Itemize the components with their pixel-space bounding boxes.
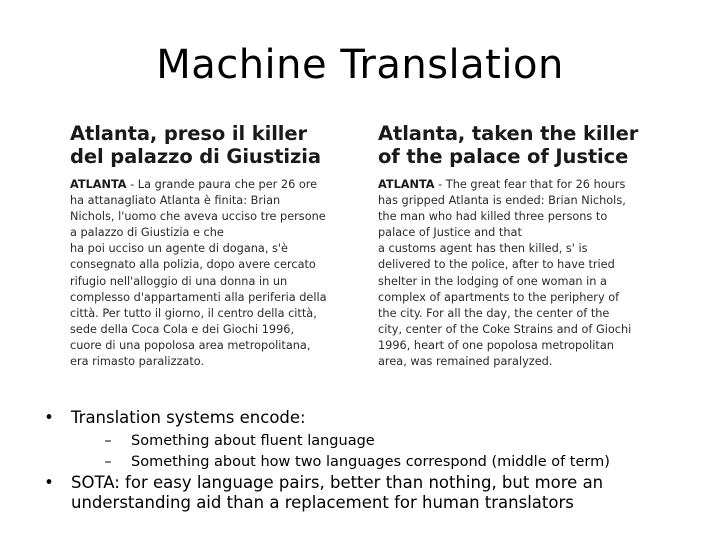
italian-body-line: rifugio nell'alloggio di una donna in un bbox=[70, 274, 288, 288]
english-body-line: has gripped Atlanta is ended: Brian Nichols, bbox=[378, 194, 626, 208]
italian-dateline: ATLANTA bbox=[70, 178, 127, 191]
bullet-item bbox=[42, 473, 702, 513]
english-body-first-rest: - The great fear that for 26 hours bbox=[434, 178, 626, 191]
italian-article-image bbox=[70, 122, 360, 402]
english-body-line: the city. For all the day, the center of the bbox=[378, 306, 610, 320]
italian-headline bbox=[70, 122, 360, 168]
bullet-item bbox=[42, 407, 702, 473]
sub-bullet-item bbox=[71, 431, 702, 452]
english-body-line: area, was remained paralyzed. bbox=[378, 355, 553, 369]
english-body-line: delivered to the police, after to have tried bbox=[378, 258, 615, 272]
sub-bullet-text: Something about how two languages correspond (middle of term) bbox=[131, 454, 610, 470]
italian-body-line bbox=[70, 177, 360, 193]
sub-bullet-item bbox=[71, 452, 702, 473]
italian-body-line: a palazzo di Giustizia e che bbox=[70, 226, 224, 240]
sub-bullet-list bbox=[71, 431, 702, 473]
english-body-line: complex of apartments to the periphery of bbox=[378, 290, 620, 304]
italian-body-line: sede della Coca Cola e dei Giochi 1996, bbox=[70, 322, 295, 336]
bullet-text: Translation systems encode: bbox=[71, 408, 306, 427]
english-body bbox=[378, 177, 660, 370]
italian-body-line: consegnato alla polizia, dopo avere cercato bbox=[70, 258, 316, 272]
italian-body-first-rest: - La grande paura che per 26 ore bbox=[126, 178, 318, 191]
italian-body-line: ha poi ucciso un agente di dogana, s'è bbox=[70, 242, 288, 256]
english-dateline: ATLANTA bbox=[378, 178, 435, 191]
italian-body-line: Nichols, l'uomo che aveva ucciso tre persone bbox=[70, 210, 326, 224]
english-headline-line: of the palace of Justice bbox=[378, 145, 629, 168]
bullet-text: SOTA: for easy language pairs, better than nothing, but more an understanding aid than a replacement for human translators bbox=[71, 473, 604, 512]
sub-bullet-marker: – bbox=[104, 454, 112, 470]
english-article-image bbox=[378, 122, 660, 402]
italian-headline-line: Atlanta, preso il killer bbox=[70, 122, 308, 145]
bullet-marker: • bbox=[44, 408, 54, 427]
italian-body-line: città. Per tutto il giorno, il centro della città, bbox=[70, 306, 317, 320]
english-body-line: 1996, heart of one popolosa metropolitan bbox=[378, 338, 614, 352]
english-body-line: city, center of the Coke Strains and of Giochi bbox=[378, 322, 632, 336]
italian-body-line: cuore di una popolosa area metropolitana, bbox=[70, 338, 311, 352]
english-headline-line: Atlanta, taken the killer bbox=[378, 122, 639, 145]
english-body-line: palace of Justice and that bbox=[378, 226, 522, 240]
english-body-line: shelter in the lodging of one woman in a bbox=[378, 274, 607, 288]
sub-bullet-text: Something about fluent language bbox=[131, 433, 375, 449]
bullet-marker: • bbox=[44, 473, 54, 492]
slide-title: Machine Translation bbox=[156, 42, 564, 88]
sub-bullet-marker: – bbox=[104, 433, 112, 449]
bullet-list bbox=[42, 407, 702, 513]
italian-body-line: complesso d'appartamenti alla periferia della bbox=[70, 290, 327, 304]
english-body-line: the man who had killed three persons to bbox=[378, 210, 608, 224]
english-body-line bbox=[378, 177, 660, 193]
english-body-line: a customs agent has then killed, s' is bbox=[378, 242, 588, 256]
english-headline bbox=[378, 122, 660, 168]
italian-body bbox=[70, 177, 360, 370]
italian-body-line: era rimasto paralizzato. bbox=[70, 355, 205, 369]
italian-body-line: ha attanagliato Atlanta è finita: Brian bbox=[70, 194, 281, 208]
italian-headline-line: del palazzo di Giustizia bbox=[70, 145, 321, 168]
